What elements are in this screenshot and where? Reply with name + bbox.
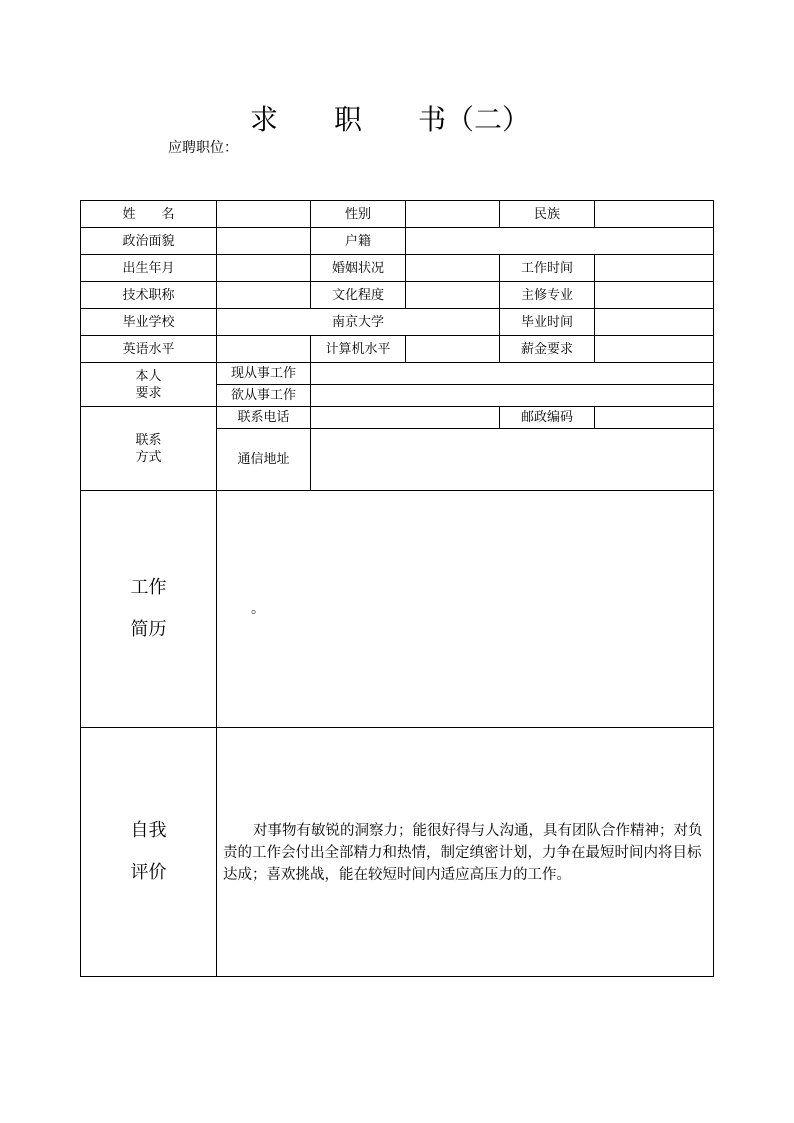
marital-status-label: 婚姻状况 — [311, 255, 406, 282]
household-registration-value-cell[interactable] — [406, 228, 714, 255]
computer-level-label: 计算机水平 — [311, 336, 406, 363]
phone-value-cell[interactable] — [311, 407, 500, 429]
work-history-content-cell[interactable] — [217, 491, 714, 728]
table-row — [81, 336, 714, 363]
gender-value-cell[interactable] — [406, 201, 500, 228]
resume-form-table — [80, 200, 714, 977]
major-value-cell[interactable] — [595, 282, 714, 309]
education-level-value-cell[interactable] — [406, 282, 500, 309]
work-history-label-line2: 简历 — [130, 619, 167, 640]
self-evaluation-label-line1: 自我 — [130, 820, 167, 841]
english-level-label: 英语水平 — [81, 336, 217, 363]
table-row — [81, 407, 714, 429]
graduate-school-value[interactable]: 南京大学 — [217, 309, 500, 336]
position-applied-label: 应聘职位： — [168, 140, 238, 156]
table-row — [81, 728, 714, 977]
table-row — [81, 201, 714, 228]
name-value-cell[interactable] — [217, 201, 311, 228]
current-job-value-cell[interactable] — [311, 363, 714, 385]
marital-status-value-cell[interactable] — [406, 255, 500, 282]
graduation-time-label: 毕业时间 — [500, 309, 595, 336]
technical-title-label: 技术职称 — [81, 282, 217, 309]
english-level-value-cell[interactable] — [217, 336, 311, 363]
address-value-cell[interactable] — [311, 429, 714, 491]
desired-job-value-cell[interactable] — [311, 385, 714, 407]
personal-requirements-label — [81, 363, 217, 407]
page-title: 求 职 书（二） — [250, 103, 531, 136]
address-label: 通信地址 — [217, 429, 311, 491]
self-evaluation-content-cell[interactable] — [217, 728, 714, 977]
computer-level-value-cell[interactable] — [406, 336, 500, 363]
ethnicity-value-cell[interactable] — [595, 201, 714, 228]
postal-code-label: 邮政编码 — [500, 407, 595, 429]
table-row — [81, 255, 714, 282]
table-row — [81, 491, 714, 728]
contact-label — [81, 407, 217, 491]
table-row — [81, 363, 714, 385]
postal-code-value-cell[interactable] — [595, 407, 714, 429]
self-evaluation-content: 对事物有敏锐的洞察力；能很好得与人沟通，具有团队合作精神；对负责的工作会付出全部精力和热情，制定缜密计划，力争在最短时间内将目标达成；喜欢挑战，能在较短时间内适应高压力的工作。 — [223, 823, 703, 883]
table-row — [81, 282, 714, 309]
table-row — [81, 309, 714, 336]
salary-requirement-label: 薪金要求 — [500, 336, 595, 363]
self-evaluation-label-line2: 评价 — [130, 862, 167, 883]
self-evaluation-label — [81, 728, 217, 977]
birth-date-label: 出生年月 — [81, 255, 217, 282]
salary-requirement-value-cell[interactable] — [595, 336, 714, 363]
birth-date-value-cell[interactable] — [217, 255, 311, 282]
personal-requirements-label-line1: 本人 — [135, 368, 162, 384]
phone-label: 联系电话 — [217, 407, 311, 429]
major-label: 主修专业 — [500, 282, 595, 309]
current-job-label: 现从事工作 — [217, 363, 311, 385]
education-level-label: 文化程度 — [311, 282, 406, 309]
gender-label: 性别 — [311, 201, 406, 228]
political-status-label: 政治面貌 — [81, 228, 217, 255]
personal-requirements-label-line2: 要求 — [135, 385, 162, 401]
technical-title-value-cell[interactable] — [217, 282, 311, 309]
work-history-content: 。 — [251, 601, 265, 617]
graduate-school-label: 毕业学校 — [81, 309, 217, 336]
table-row — [81, 228, 714, 255]
name-label: 姓 名 — [81, 201, 217, 228]
work-time-value-cell[interactable] — [595, 255, 714, 282]
desired-job-label: 欲从事工作 — [217, 385, 311, 407]
work-history-label — [81, 491, 217, 728]
work-time-label: 工作时间 — [500, 255, 595, 282]
work-history-label-line1: 工作 — [130, 577, 167, 598]
contact-label-line1: 联系 — [135, 432, 162, 448]
ethnicity-label: 民族 — [500, 201, 595, 228]
contact-label-line2: 方式 — [135, 449, 162, 465]
graduation-time-value-cell[interactable] — [595, 309, 714, 336]
political-status-value-cell[interactable] — [217, 228, 311, 255]
household-registration-label: 户籍 — [311, 228, 406, 255]
